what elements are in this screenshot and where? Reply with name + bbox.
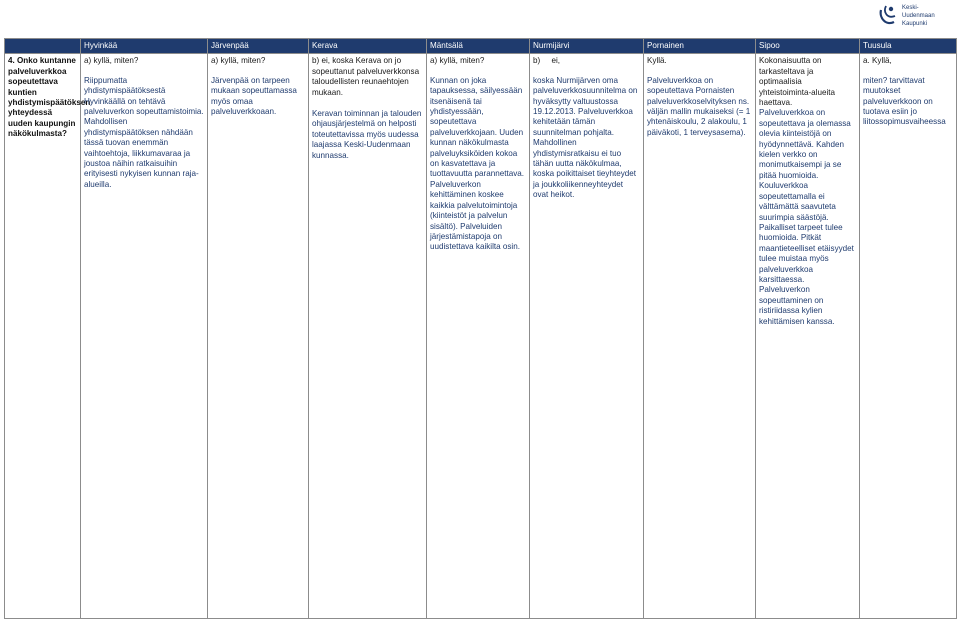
mantsala-cell (427, 54, 530, 619)
swoosh-logo-icon (878, 2, 900, 28)
header-jarvenpaa: Järvenpää (208, 39, 309, 54)
header-pornainen: Pornainen (644, 39, 756, 54)
pornainen-cell (644, 54, 756, 619)
mantsala-text: Kunnan on joka tapauksessa, säilyessään itsenäisenä tai yhdistyessään, sopeutettava palveluverkkojaan. Uuden kunnan näkökulmasta palveluyksiköiden kokoa on kasvatettava ja tuottavuutta parannettava. Palveluverkon kehittäminen koskee kaikkia palvelutoimintoja (kiinteistöt ja palvelun sisältö). Palveluiden järjestämistapoja on uudistettava kaikilta osin. (430, 75, 525, 252)
kerava-cell (309, 54, 427, 619)
header-row (5, 39, 957, 54)
pornainen-answer: Kyllä. (647, 56, 667, 66)
header-mantsala: Mäntsälä (427, 39, 530, 54)
mantsala-answer: a) kyllä, miten? (430, 56, 485, 66)
municipality-comparison-table (4, 38, 957, 619)
header-nurmijarvi: Nurmijärvi (530, 39, 644, 54)
nurmijarvi-cell (530, 54, 644, 619)
header-sipoo: Sipoo (756, 39, 860, 54)
city-logo (878, 2, 946, 36)
jarvenpaa-answer: a) kyllä, miten? (211, 56, 266, 66)
question-4-row (5, 54, 957, 619)
tuusula-cell (860, 54, 957, 619)
logo-line-3: Kaupunki (902, 21, 928, 27)
nurmijarvi-text: koska Nurmijärven oma palveluverkkosuunnitelma on hyväksytty valtuustossa 19.12.2013. Palveluverkkoa kehitetään tämän suunnitelman pohjalta. Mahdollinen yhdistymisratkaisu ei tuo tähän uutta näkökulmaa, koska poikittaiset tieyhteydet ja joukkoliikenneyhteydet ovat heikot. (533, 75, 638, 200)
header-blank (5, 39, 81, 54)
header-tuusula: Tuusula (860, 39, 957, 54)
nurmijarvi-answer: b) ei, (533, 56, 560, 66)
jarvenpaa-cell (208, 54, 309, 619)
question-text: 4. Onko kuntanne palveluverkkoa sopeutettava kuntien yhdistymispäätöksen yhteydessä uuden kaupungin näkökulmasta? (8, 56, 91, 139)
logo-line-1: Keski- (902, 5, 919, 11)
question-cell (5, 54, 91, 619)
tuusula-answer: a. Kyllä, (863, 56, 892, 66)
jarvenpaa-text: Järvenpää on tarpeen mukaan sopeuttamassa myös omaa palveluverkkoaan. (211, 75, 297, 117)
hyvinkaa-text: Riippumatta yhdistymispäätöksestä Hyvinkäällä on tehtävä palveluverkon sopeuttamistoimia. Mahdollisen yhdistymispäätöksen nähdään tässä tuovan enemmän vaihtoehtoja, liikkumavaraa ja joustoa näihin ratkaisuihin erityisesti nykyisen kunnan raja-alueilla. (84, 75, 204, 189)
tuusula-text: miten? tarvittavat muutokset palveluverkkoon on tuotava esiin jo liitossopimusvaiheessa (863, 75, 946, 127)
header-kerava: Kerava (309, 39, 427, 54)
hyvinkaa-cell (81, 54, 208, 619)
sipoo-text: Palveluverkkoa on sopeutettava ja olemassa olevia kiinteistöjä on hyödynnettävä. Kahden kielen verkko on monimutkaisempi ja se pitää huomioida. Kouluverkkoa sopeutettamalla ei välttämättä saavuteta suurimpia säästöjä. Paikalliset tarpeet tulee huomioida. Pitkät maantieteelliset etäisyydet tulee muistaa myös palveluverkkoa karsittaessa. Palveluverkon sopeuttaminen on ristiriidassa kylien kehittämisen kanssa. (759, 108, 854, 326)
sipoo-cell (756, 54, 860, 619)
hyvinkaa-answer: a) kyllä, miten? (84, 56, 139, 66)
kerava-answer: b) ei, koska Kerava on jo sopeuttanut palveluverkkonsa taloudellisten reunaehtojen mukaan. (312, 56, 420, 97)
kerava-text: Keravan toiminnan ja talouden ohjausjärjestelmä on helposti toteutettavissa myös uudessa laajassa Keski-Uudenmaan kunnassa. (312, 109, 422, 160)
header-hyvinkaa: Hyvinkää (81, 39, 208, 54)
logo-line-2: Uudenmaan (902, 13, 935, 19)
pornainen-text: Palveluverkkoa on sopeutettava Pornaisten palveluverkkoselvityksen ns. väljän mallin mukaiseksi (= 1 yhtenäiskoulu, 2 alakoulu, 1 päiväkoti, 1 terveysasema). (647, 75, 751, 137)
sipoo-answer: Kokonaisuutta on tarkasteltava ja optimaalisia yhteistoiminta-alueita haettava. (759, 56, 836, 108)
